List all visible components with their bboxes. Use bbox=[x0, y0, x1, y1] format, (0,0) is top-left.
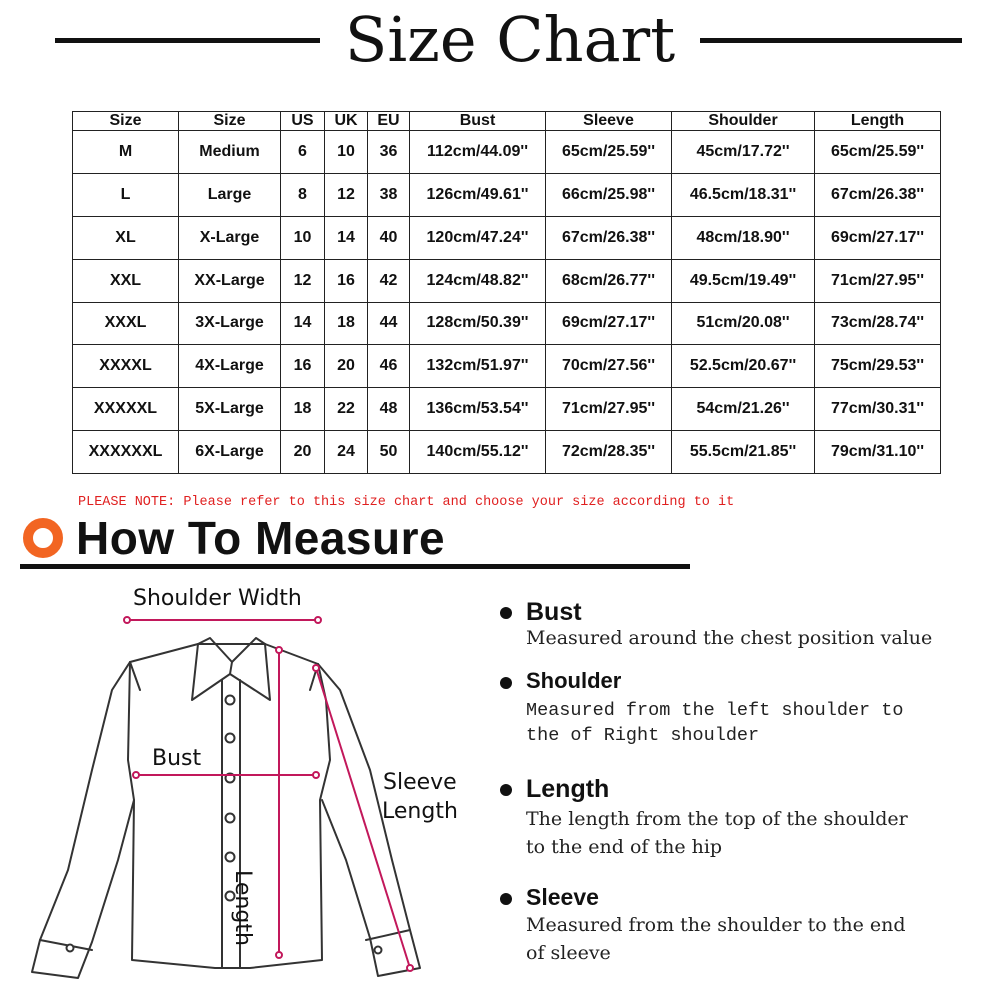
cell-uk: 12 bbox=[325, 173, 368, 216]
cell-length: 75cm/29.53'' bbox=[815, 345, 941, 388]
cell-uk: 24 bbox=[325, 431, 368, 474]
cell-size-code: L bbox=[73, 173, 179, 216]
cell-sleeve: 70cm/27.56'' bbox=[546, 345, 672, 388]
cell-sleeve: 67cm/26.38'' bbox=[546, 216, 672, 259]
size-table bbox=[72, 111, 941, 474]
cell-size-name: 6X-Large bbox=[179, 431, 281, 474]
header-shoulder: Shoulder bbox=[672, 112, 815, 131]
cell-sleeve: 68cm/26.77'' bbox=[546, 259, 672, 302]
cell-us: 20 bbox=[281, 431, 325, 474]
cell-sleeve: 71cm/27.95'' bbox=[546, 388, 672, 431]
header-sleeve: Sleeve bbox=[546, 112, 672, 131]
header-eu: EU bbox=[368, 112, 410, 131]
cell-bust: 140cm/55.12'' bbox=[410, 431, 546, 474]
cell-us: 16 bbox=[281, 345, 325, 388]
cell-us: 18 bbox=[281, 388, 325, 431]
cell-shoulder: 52.5cm/20.67'' bbox=[672, 345, 815, 388]
title-rule-left bbox=[55, 38, 320, 43]
table-row bbox=[73, 173, 941, 216]
cell-eu: 42 bbox=[368, 259, 410, 302]
measure-item-title: Sleeve bbox=[526, 884, 599, 910]
cell-length: 71cm/27.95'' bbox=[815, 259, 941, 302]
cell-eu: 50 bbox=[368, 431, 410, 474]
label-shoulder-width: Shoulder Width bbox=[133, 586, 302, 611]
shirt-buttons bbox=[67, 696, 382, 954]
label-bust: Bust bbox=[152, 746, 202, 771]
title-rule-right bbox=[700, 38, 962, 43]
bullet-icon bbox=[500, 607, 512, 619]
cell-length: 79cm/31.10'' bbox=[815, 431, 941, 474]
cell-sleeve: 72cm/28.35'' bbox=[546, 431, 672, 474]
cell-sleeve: 65cm/25.59'' bbox=[546, 131, 672, 174]
header-bust: Bust bbox=[410, 112, 546, 131]
cell-size-code: XXL bbox=[73, 259, 179, 302]
bullet-icon bbox=[500, 677, 512, 689]
header-size-code: Size bbox=[73, 112, 179, 131]
table-row bbox=[73, 388, 941, 431]
cell-shoulder: 55.5cm/21.85'' bbox=[672, 431, 815, 474]
label-sleeve-line2: Length bbox=[382, 799, 458, 824]
cell-uk: 14 bbox=[325, 216, 368, 259]
cell-shoulder: 45cm/17.72'' bbox=[672, 131, 815, 174]
cell-shoulder: 46.5cm/18.31'' bbox=[672, 173, 815, 216]
cell-size-name: X-Large bbox=[179, 216, 281, 259]
cell-bust: 112cm/44.09'' bbox=[410, 131, 546, 174]
cell-us: 8 bbox=[281, 173, 325, 216]
measure-item-desc: Measured around the chest position value bbox=[526, 627, 933, 649]
circle-ring-icon bbox=[22, 517, 64, 559]
cell-eu: 38 bbox=[368, 173, 410, 216]
how-to-measure-rule bbox=[20, 564, 690, 569]
size-note: PLEASE NOTE: Please refer to this size chart and choose your size according to it bbox=[78, 495, 735, 510]
cell-shoulder: 51cm/20.08'' bbox=[672, 302, 815, 345]
cell-uk: 22 bbox=[325, 388, 368, 431]
cell-bust: 126cm/49.61'' bbox=[410, 173, 546, 216]
cell-bust: 124cm/48.82'' bbox=[410, 259, 546, 302]
header-length: Length bbox=[815, 112, 941, 131]
cell-size-name: 4X-Large bbox=[179, 345, 281, 388]
cell-length: 77cm/30.31'' bbox=[815, 388, 941, 431]
cell-uk: 20 bbox=[325, 345, 368, 388]
shirt-diagram bbox=[0, 570, 480, 1000]
table-row bbox=[73, 259, 941, 302]
cell-size-code: XXXL bbox=[73, 302, 179, 345]
cell-uk: 18 bbox=[325, 302, 368, 345]
header-uk: UK bbox=[325, 112, 368, 131]
cell-size-name: 5X-Large bbox=[179, 388, 281, 431]
cell-size-name: Large bbox=[179, 173, 281, 216]
cell-us: 14 bbox=[281, 302, 325, 345]
cell-uk: 16 bbox=[325, 259, 368, 302]
measure-item-title: Length bbox=[526, 775, 610, 803]
table-row bbox=[73, 131, 941, 174]
measure-item-desc: The length from the top of the shoulder to the end of the hip bbox=[526, 808, 908, 858]
cell-bust: 120cm/47.24'' bbox=[410, 216, 546, 259]
measure-item-desc: Measured from the shoulder to the end of sleeve bbox=[526, 914, 906, 964]
cell-size-code: XXXXXXL bbox=[73, 431, 179, 474]
cell-length: 67cm/26.38'' bbox=[815, 173, 941, 216]
cell-size-code: XL bbox=[73, 216, 179, 259]
cell-eu: 46 bbox=[368, 345, 410, 388]
cell-bust: 136cm/53.54'' bbox=[410, 388, 546, 431]
cell-eu: 48 bbox=[368, 388, 410, 431]
cell-shoulder: 49.5cm/19.49'' bbox=[672, 259, 815, 302]
measure-item-title: Shoulder bbox=[526, 668, 622, 693]
table-row bbox=[73, 302, 941, 345]
how-to-measure-title: How To Measure bbox=[76, 512, 446, 564]
measure-item-title: Bust bbox=[526, 598, 582, 626]
cell-size-code: XXXXL bbox=[73, 345, 179, 388]
cell-uk: 10 bbox=[325, 131, 368, 174]
cell-shoulder: 48cm/18.90'' bbox=[672, 216, 815, 259]
cell-size-name: 3X-Large bbox=[179, 302, 281, 345]
measure-item-desc: Measured from the left shoulder to the of Right shoulder bbox=[526, 700, 904, 746]
header-size-name: Size bbox=[179, 112, 281, 131]
cell-size-code: XXXXXL bbox=[73, 388, 179, 431]
cell-us: 10 bbox=[281, 216, 325, 259]
cell-length: 69cm/27.17'' bbox=[815, 216, 941, 259]
table-row bbox=[73, 431, 941, 474]
cell-bust: 132cm/51.97'' bbox=[410, 345, 546, 388]
cell-size-name: XX-Large bbox=[179, 259, 281, 302]
cell-us: 6 bbox=[281, 131, 325, 174]
cell-sleeve: 66cm/25.98'' bbox=[546, 173, 672, 216]
cell-length: 65cm/25.59'' bbox=[815, 131, 941, 174]
header-us: US bbox=[281, 112, 325, 131]
label-sleeve-line1: Sleeve bbox=[383, 770, 457, 795]
cell-length: 73cm/28.74'' bbox=[815, 302, 941, 345]
cell-bust: 128cm/50.39'' bbox=[410, 302, 546, 345]
cell-sleeve: 69cm/27.17'' bbox=[546, 302, 672, 345]
bullet-icon bbox=[500, 893, 512, 905]
cell-shoulder: 54cm/21.26'' bbox=[672, 388, 815, 431]
bullet-icon bbox=[500, 784, 512, 796]
table-header-row bbox=[73, 112, 941, 131]
table-row bbox=[73, 216, 941, 259]
cell-size-name: Medium bbox=[179, 131, 281, 174]
table-row bbox=[73, 345, 941, 388]
page-title: Size Chart bbox=[344, 3, 676, 76]
cell-eu: 44 bbox=[368, 302, 410, 345]
cell-eu: 36 bbox=[368, 131, 410, 174]
cell-us: 12 bbox=[281, 259, 325, 302]
cell-eu: 40 bbox=[368, 216, 410, 259]
label-length: Length bbox=[230, 870, 255, 946]
cell-size-code: M bbox=[73, 131, 179, 174]
